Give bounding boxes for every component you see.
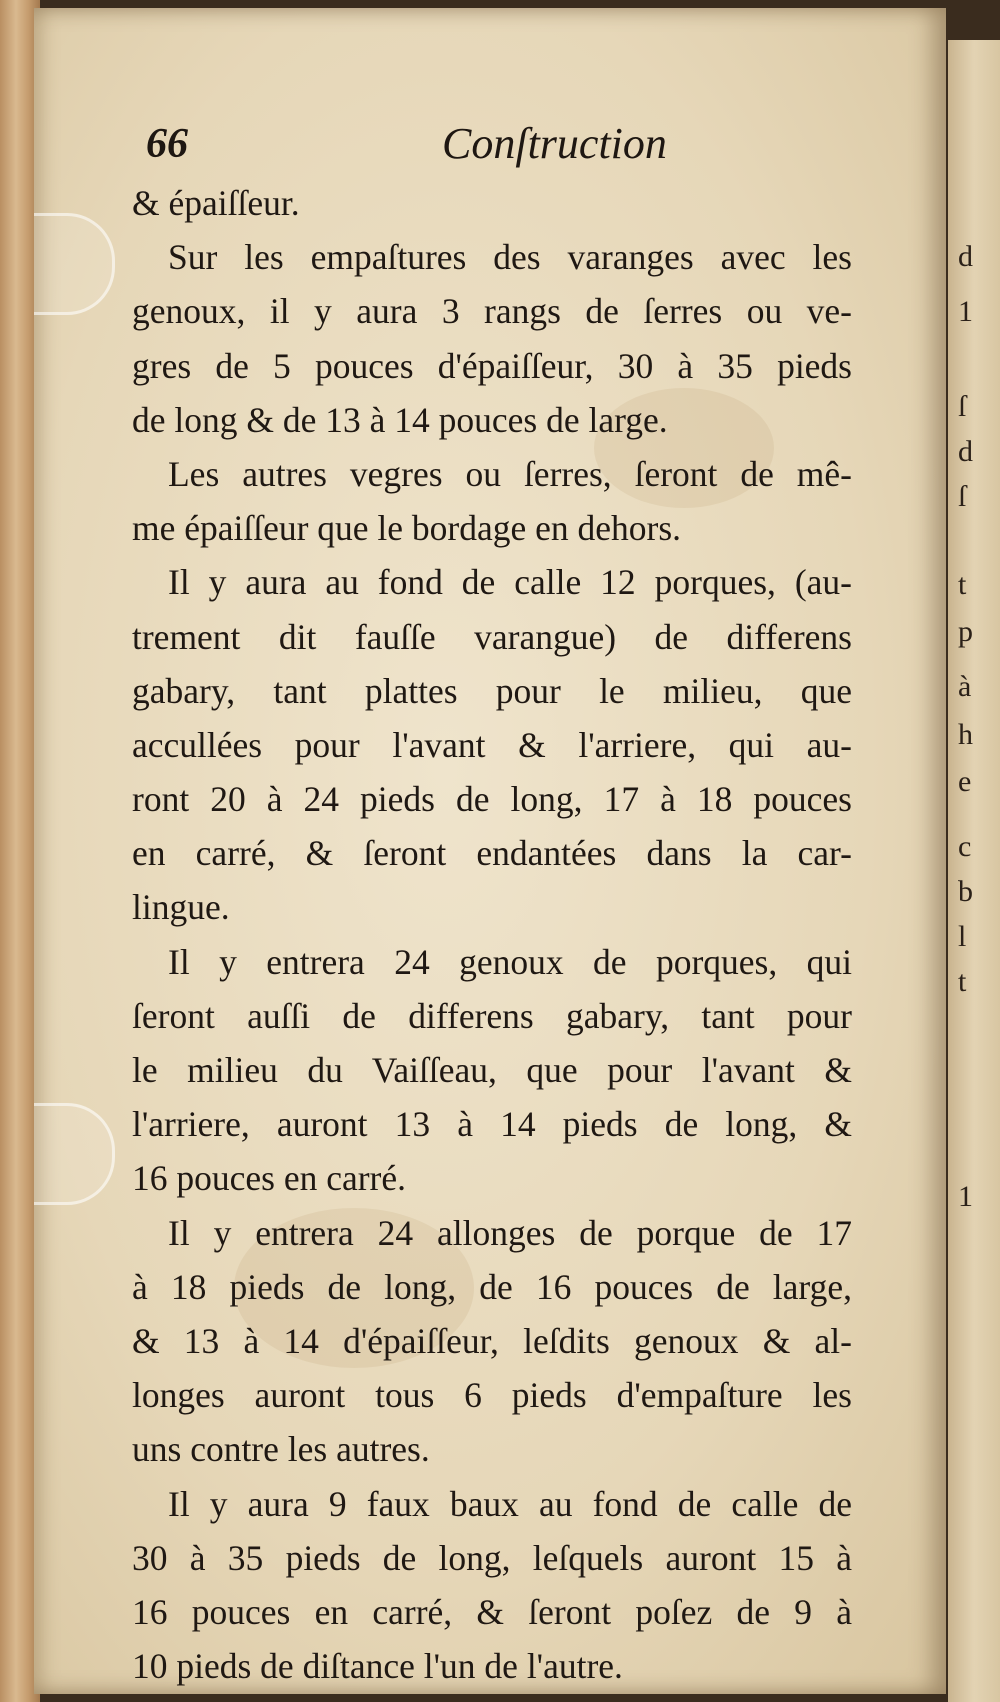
text-line: lingue. (132, 887, 230, 928)
text-line: ſeront auſſi de differens gabary, tant pour (132, 995, 852, 1036)
text-line: trement dit fauſſe varangue) de differens (132, 616, 852, 657)
text-line: accullées pour l'avant & l'arriere, qui au- (132, 724, 852, 765)
facing-page-fragment: ſ (958, 480, 967, 513)
text-line: 16 pouces en carré, & ſeront poſez de 9 à (132, 1591, 852, 1632)
text-line: Sur les empaſtures des varanges avec les (168, 237, 852, 278)
facing-page-fragment: c (958, 830, 972, 863)
text-line: Les autres vegres ou ſerres, ſeront de mê- (168, 453, 852, 494)
facing-page-fragment: h (958, 718, 973, 751)
body-text (132, 176, 852, 1693)
facing-page-fragment: 1 (958, 1180, 973, 1213)
text-line: 16 pouces en carré. (132, 1158, 406, 1199)
text-line: à 18 pieds de long, de 16 pouces de large, (132, 1266, 852, 1307)
text-line: 30 à 35 pieds de long, leſquels auront 15 à (132, 1537, 852, 1578)
text-line: ront 20 à 24 pieds de long, 17 à 18 pouces (132, 779, 852, 820)
running-head (34, 116, 946, 176)
text-line: de long & de 13 à 14 pouces de large. (132, 399, 668, 440)
facing-page-fragment: t (958, 568, 967, 601)
text-line: le milieu du Vaiſſeau, que pour l'avant & (132, 1050, 852, 1090)
text-line: Il y aura 9 faux baux au fond de calle de (168, 1483, 852, 1524)
facing-page-fragment: e (958, 765, 972, 798)
facing-page-fragment: t (958, 965, 967, 998)
text-line: & 13 à 14 d'épaiſſeur, leſdits genoux & al- (132, 1320, 852, 1361)
text-line: l'arriere, auront 13 à 14 pieds de long, & (132, 1104, 852, 1145)
text-line: gres de 5 pouces d'épaiſſeur, 30 à 35 pieds (132, 345, 852, 386)
page-clip (34, 213, 115, 315)
facing-page-edge (948, 40, 1000, 1702)
page-heading: Conſtruction (442, 119, 667, 168)
facing-page-fragment: p (958, 615, 973, 648)
text-line: genoux, il y aura 3 rangs de ſerres ou ve- (132, 291, 852, 332)
text-line: longes auront tous 6 pieds d'empaſture les (132, 1375, 852, 1416)
facing-page-fragment: à (958, 670, 972, 703)
text-line: en carré, & ſeront endantées dans la car- (132, 833, 852, 874)
book-page (34, 8, 946, 1694)
text-line: me épaiſſeur que le bordage en dehors. (132, 508, 682, 549)
text-line: Il y aura au fond de calle 12 porques, (au- (168, 562, 852, 603)
facing-page-fragment: d (958, 435, 973, 468)
text-line: & épaiſſeur. (132, 183, 300, 223)
text-line: Il y entrera 24 allonges de porque de 17 (168, 1212, 852, 1253)
text-line: 10 pieds de diſtance l'un de l'autre. (132, 1646, 623, 1687)
facing-page-fragment: d (958, 240, 973, 273)
page-number: 66 (146, 121, 188, 167)
facing-page-fragment: b (958, 875, 973, 908)
facing-page-fragment: 1 (958, 295, 973, 328)
text-line: Il y entrera 24 genoux de porques, qui (168, 941, 852, 982)
page-clip (34, 1103, 115, 1205)
text-line: uns contre les autres. (132, 1429, 430, 1470)
text-line: gabary, tant plattes pour le milieu, que (132, 670, 852, 711)
facing-page-fragment: ſ (958, 390, 967, 423)
facing-page-fragment: l (958, 920, 967, 953)
